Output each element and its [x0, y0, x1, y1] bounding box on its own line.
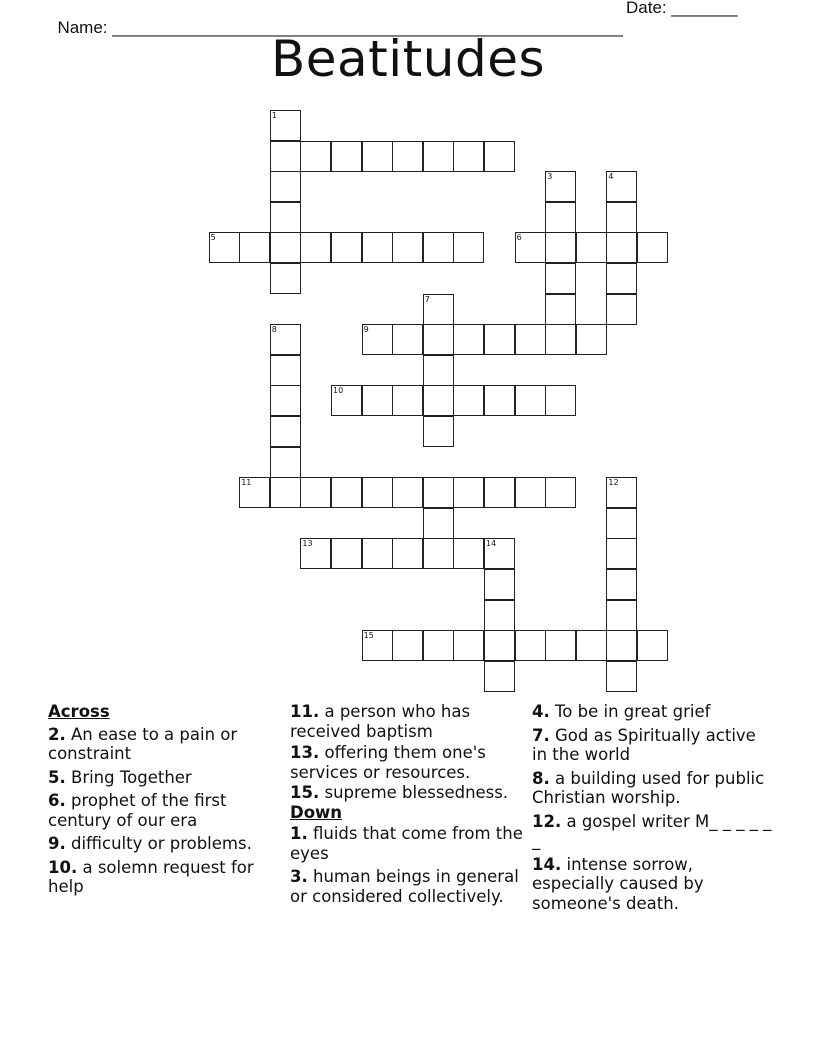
crossword-cell[interactable] — [270, 477, 301, 508]
clue-number: 12. — [532, 811, 562, 831]
crossword-cell[interactable] — [362, 324, 393, 355]
crossword-cell[interactable] — [515, 385, 546, 416]
crossword-cell[interactable] — [484, 141, 515, 172]
clue-down-3 — [290, 867, 526, 906]
crossword-cell[interactable] — [545, 630, 576, 661]
crossword-cell[interactable] — [239, 477, 270, 508]
crossword-cell[interactable] — [270, 355, 301, 386]
crossword-cell[interactable] — [423, 477, 454, 508]
crossword-cell[interactable] — [300, 477, 331, 508]
crossword-cell[interactable] — [423, 416, 454, 447]
crossword-cell[interactable] — [637, 630, 668, 661]
clue-number-label: 15 — [363, 631, 374, 641]
across-heading: Across — [48, 702, 110, 721]
crossword-cell[interactable] — [423, 538, 454, 569]
crossword-cell[interactable] — [515, 232, 546, 263]
clue-down-1 — [290, 824, 526, 863]
crossword-cell[interactable] — [576, 232, 607, 263]
crossword-cell[interactable] — [576, 630, 607, 661]
crossword-cell[interactable] — [300, 232, 331, 263]
crossword-cell[interactable] — [637, 232, 668, 263]
crossword-cell[interactable] — [239, 232, 270, 263]
name-field-label: Name: ______________________________________________________ — [57, 18, 623, 37]
crossword-cell[interactable] — [606, 661, 637, 692]
crossword-cell[interactable] — [362, 477, 393, 508]
clue-number-label: 1 — [271, 111, 277, 120]
crossword-cell[interactable] — [270, 202, 301, 233]
crossword-cell[interactable] — [270, 385, 301, 416]
crossword-cell[interactable] — [423, 141, 454, 172]
crossword-cell[interactable] — [484, 324, 515, 355]
clue-number: 5. — [48, 767, 66, 787]
crossword-cell[interactable] — [270, 141, 301, 172]
clues-column-3 — [532, 702, 772, 917]
clue-number-label: 10 — [333, 386, 344, 396]
clue-text: fluids that come from the eyes — [290, 824, 523, 863]
crossword-cell[interactable] — [453, 477, 484, 508]
crossword-cell[interactable] — [484, 569, 515, 600]
clue-number: 13. — [290, 743, 320, 762]
crossword-cell[interactable] — [453, 385, 484, 416]
clue-down-8 — [532, 769, 772, 808]
clue-text: intense sorrow, especially caused by someone's death. — [532, 854, 704, 913]
clue-number-label: 11 — [241, 478, 252, 488]
crossword-cell[interactable] — [606, 538, 637, 569]
crossword-cell[interactable] — [423, 630, 454, 661]
clue-number: 10. — [48, 857, 78, 877]
crossword-cell[interactable] — [362, 141, 393, 172]
crossword-cell[interactable] — [423, 385, 454, 416]
clue-number: 15. — [290, 783, 320, 802]
crossword-cell[interactable] — [331, 538, 362, 569]
clue-text: Bring Together — [65, 767, 192, 787]
clue-number: 4. — [532, 702, 550, 721]
crossword-cell[interactable] — [606, 569, 637, 600]
crossword-cell[interactable] — [362, 538, 393, 569]
crossword-cell[interactable] — [515, 324, 546, 355]
crossword-cell[interactable] — [484, 600, 515, 631]
clue-across-2 — [48, 725, 284, 764]
clue-number: 9. — [48, 834, 66, 853]
crossword-cell[interactable] — [270, 263, 301, 294]
clue-text: human beings in general or considered collectively. — [290, 867, 519, 906]
clue-text: supreme blessedness. — [319, 783, 509, 802]
clue-text: offering them one's services or resources. — [290, 743, 486, 782]
clue-number: 1. — [290, 824, 308, 843]
crossword-cell[interactable] — [331, 232, 362, 263]
clue-text: To be in great grief — [549, 702, 711, 721]
crossword-cell[interactable] — [453, 232, 484, 263]
crossword-cell[interactable] — [515, 630, 546, 661]
date-field-label: Date: _______ — [626, 0, 738, 17]
clue-number-label: 6 — [516, 233, 522, 243]
crossword-cell[interactable] — [300, 141, 331, 172]
crossword-cell[interactable] — [392, 324, 423, 355]
clue-number-label: 9 — [363, 325, 369, 335]
clue-text: prophet of the first century of our era — [48, 791, 227, 830]
crossword-cell[interactable] — [606, 202, 637, 233]
crossword-cell[interactable] — [545, 385, 576, 416]
crossword-cell[interactable] — [576, 324, 607, 355]
crossword-cell[interactable] — [453, 141, 484, 172]
crossword-cell[interactable] — [270, 110, 301, 141]
crossword-cell[interactable] — [545, 294, 576, 325]
crossword-cell[interactable] — [423, 508, 454, 539]
crossword-cell[interactable] — [392, 385, 423, 416]
crossword-cell[interactable] — [362, 385, 393, 416]
clue-text: a person who has received baptism — [290, 702, 471, 741]
crossword-cell[interactable] — [606, 294, 637, 325]
clue-number: 2. — [48, 724, 66, 744]
crossword-cell[interactable] — [209, 232, 240, 263]
crossword-cell[interactable] — [270, 324, 301, 355]
crossword-cell[interactable] — [453, 538, 484, 569]
crossword-cell[interactable] — [270, 232, 301, 263]
crossword-cell[interactable] — [606, 171, 637, 202]
clue-down-14 — [532, 855, 772, 914]
clue-down-4 — [532, 702, 772, 722]
crossword-cell[interactable] — [392, 630, 423, 661]
clue-text: difficulty or problems. — [65, 834, 252, 853]
crossword-cell[interactable] — [423, 294, 454, 325]
crossword-cell[interactable] — [606, 630, 637, 661]
clue-down-12 — [532, 812, 772, 851]
clue-text: a building used for public Christian worship. — [532, 768, 765, 807]
clues-column-1 — [48, 702, 284, 901]
clue-across-9 — [48, 834, 284, 854]
clue-across-13 — [290, 743, 526, 782]
clue-text: God as Spiritually active in the world — [532, 725, 756, 764]
crossword-cell[interactable] — [392, 538, 423, 569]
crossword-cell[interactable] — [484, 661, 515, 692]
crossword-cell[interactable] — [331, 477, 362, 508]
crossword-cell[interactable] — [484, 538, 515, 569]
clue-across-6 — [48, 791, 284, 830]
crossword-cell[interactable] — [300, 538, 331, 569]
crossword-cell[interactable] — [270, 416, 301, 447]
crossword-cell[interactable] — [606, 263, 637, 294]
crossword-cell[interactable] — [606, 477, 637, 508]
clue-number-label: 8 — [271, 325, 277, 335]
crossword-cell[interactable] — [392, 477, 423, 508]
clue-number: 11. — [290, 702, 320, 721]
clue-number-label: 3 — [547, 172, 553, 182]
clue-number: 7. — [532, 725, 550, 745]
crossword-cell[interactable] — [484, 385, 515, 416]
crossword-cell[interactable] — [606, 232, 637, 263]
clue-number-label: 14 — [486, 539, 497, 549]
clue-number-label: 5 — [210, 233, 216, 243]
crossword-cell[interactable] — [515, 477, 546, 508]
crossword-cell[interactable] — [270, 447, 301, 478]
clue-number: 8. — [532, 768, 550, 788]
clue-across-11 — [290, 702, 526, 741]
crossword-cell[interactable] — [423, 232, 454, 263]
clue-number: 3. — [290, 867, 308, 886]
clue-number: 6. — [48, 791, 66, 810]
crossword-cell[interactable] — [331, 141, 362, 172]
clue-text: An ease to a pain or constraint — [48, 724, 238, 763]
clue-number-label: 13 — [302, 539, 313, 549]
crossword-cell[interactable] — [545, 324, 576, 355]
clue-across-10 — [48, 858, 284, 897]
down-heading: Down — [290, 802, 343, 822]
crossword-cell[interactable] — [484, 630, 515, 661]
crossword-cell[interactable] — [453, 630, 484, 661]
crossword-cell[interactable] — [606, 508, 637, 539]
clue-across-5 — [48, 768, 284, 788]
clue-number-label: 4 — [608, 172, 614, 182]
crossword-cell[interactable] — [423, 324, 454, 355]
clue-number-label: 7 — [424, 294, 430, 304]
crossword-cell[interactable] — [362, 232, 393, 263]
clue-across-15 — [290, 783, 526, 803]
crossword-cell[interactable] — [545, 477, 576, 508]
crossword-cell[interactable] — [392, 232, 423, 263]
crossword-cell[interactable] — [362, 630, 393, 661]
crossword-cell[interactable] — [423, 355, 454, 386]
clue-text: a solemn request for help — [48, 857, 254, 896]
crossword-cell[interactable] — [392, 141, 423, 172]
crossword-cell[interactable] — [331, 385, 362, 416]
clue-text: a gospel writer M_ _ _ _ _ _ — [532, 811, 772, 850]
clue-down-7 — [532, 726, 772, 765]
crossword-cell[interactable] — [545, 232, 576, 263]
crossword-cell[interactable] — [453, 324, 484, 355]
clue-number-label: 12 — [608, 478, 619, 488]
crossword-cell[interactable] — [270, 171, 301, 202]
crossword-cell[interactable] — [545, 171, 576, 202]
clue-number: 14. — [532, 854, 562, 874]
crossword-cell[interactable] — [545, 263, 576, 294]
clues-column-2 — [290, 702, 526, 910]
crossword-cell[interactable] — [545, 202, 576, 233]
page-title: Beatitudes — [270, 30, 546, 88]
crossword-cell[interactable] — [484, 477, 515, 508]
crossword-cell[interactable] — [606, 600, 637, 631]
